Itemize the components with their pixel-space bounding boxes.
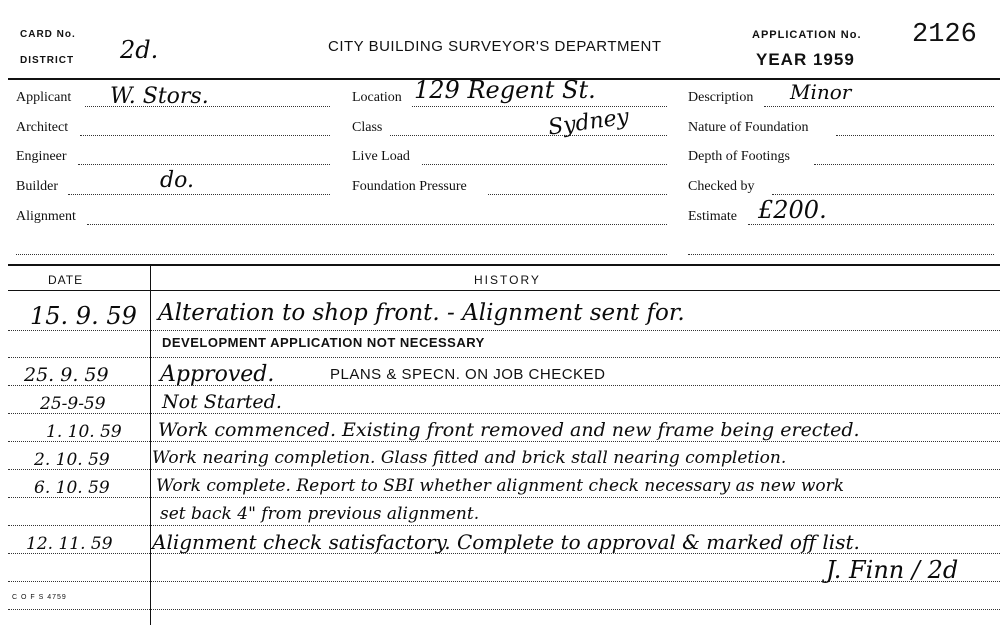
- form-code: C O F S 4759: [12, 594, 67, 601]
- district-label: DISTRICT: [20, 55, 75, 66]
- history-entry: Work complete. Report to SBI whether alignment check necessary as new work: [156, 476, 845, 496]
- builder-line: [68, 194, 330, 195]
- signature: J. Finn / 2d: [826, 556, 959, 584]
- location-label: Location: [352, 90, 402, 105]
- history-line: [8, 441, 1000, 442]
- architect-line: [80, 135, 330, 136]
- description-value: Minor: [790, 80, 852, 104]
- plans-checked-stamp: PLANS & SPECN. ON JOB CHECKED: [330, 366, 606, 383]
- history-line: [8, 330, 1000, 331]
- architect-label: Architect: [16, 120, 69, 135]
- year-label: YEAR 1959: [756, 50, 855, 69]
- history-entry: Alignment check satisfactory. Complete to approval & marked off list.: [152, 530, 860, 554]
- foundation-pressure-label: Foundation Pressure: [352, 179, 467, 194]
- checked-line: [772, 194, 994, 195]
- application-number: 2126: [912, 20, 977, 50]
- development-stamp: DEVELOPMENT APPLICATION NOT NECESSARY: [162, 335, 485, 350]
- nature-of-foundation-label: Nature of Foundation: [688, 120, 809, 135]
- applicant-value: W. Stors.: [110, 84, 209, 109]
- history-line: [8, 385, 1000, 386]
- builder-value: do.: [160, 168, 194, 193]
- description-line: [764, 106, 994, 107]
- description-label: Description: [688, 90, 754, 105]
- history-entry: set back 4" from previous alignment.: [160, 504, 480, 524]
- depth-line: [814, 164, 994, 165]
- history-date: 12. 11. 59: [26, 534, 113, 554]
- class-label: Class: [352, 120, 383, 135]
- history-date: 25-9-59: [40, 394, 106, 414]
- history-header: HISTORY: [474, 273, 541, 287]
- application-no-label: APPLICATION No.: [752, 29, 862, 41]
- checked-by-label: Checked by: [688, 179, 755, 194]
- class-line: [390, 135, 667, 136]
- foundation-pressure-line: [488, 194, 667, 195]
- history-line: [8, 609, 1000, 610]
- history-line: [8, 469, 1000, 470]
- blank-line: [16, 254, 667, 255]
- estimate-label: Estimate: [688, 209, 737, 224]
- department-title: CITY BUILDING SURVEYOR'S DEPARTMENT: [328, 38, 662, 55]
- history-header-rule: [8, 290, 1000, 291]
- history-date: 25. 9. 59: [24, 364, 109, 386]
- depth-of-footings-label: Depth of Footings: [688, 149, 790, 164]
- history-entry: Not Started.: [162, 391, 282, 413]
- location-value: 129 Regent St.: [414, 76, 596, 104]
- alignment-label: Alignment: [16, 209, 76, 224]
- applicant-label: Applicant: [16, 90, 72, 105]
- engineer-label: Engineer: [16, 149, 67, 164]
- history-date: 15. 9. 59: [30, 302, 137, 330]
- alignment-line: [87, 224, 667, 225]
- date-header: DATE: [48, 273, 84, 287]
- history-line: [8, 525, 1000, 526]
- live-load-line: [422, 164, 667, 165]
- date-column-divider: [150, 266, 151, 625]
- estimate-line: [748, 224, 994, 225]
- history-date: 6. 10. 59: [34, 478, 110, 498]
- history-entry: Alteration to shop front. - Alignment sent for.: [158, 300, 685, 326]
- history-entry: Work nearing completion. Glass fitted and brick stall nearing completion.: [152, 448, 787, 468]
- history-date: 1. 10. 59: [46, 422, 122, 442]
- history-line: [8, 357, 1000, 358]
- history-line: [8, 497, 1000, 498]
- history-line: [8, 413, 1000, 414]
- nature-line: [836, 135, 994, 136]
- builder-label: Builder: [16, 179, 58, 194]
- estimate-value: £200.: [758, 196, 827, 224]
- history-top-rule: [8, 264, 1000, 266]
- history-entry: Work commenced. Existing front removed and new frame being erected.: [158, 419, 860, 441]
- history-date: 2. 10. 59: [34, 450, 110, 470]
- district-value: 2d.: [120, 36, 159, 64]
- card-no-label: CARD No.: [20, 29, 76, 40]
- history-entry: Approved.: [160, 362, 275, 387]
- blank-line-right: [688, 254, 994, 255]
- engineer-line: [78, 164, 330, 165]
- location-value-2: Sydney: [546, 104, 631, 141]
- location-line: [412, 106, 667, 107]
- live-load-label: Live Load: [352, 149, 410, 164]
